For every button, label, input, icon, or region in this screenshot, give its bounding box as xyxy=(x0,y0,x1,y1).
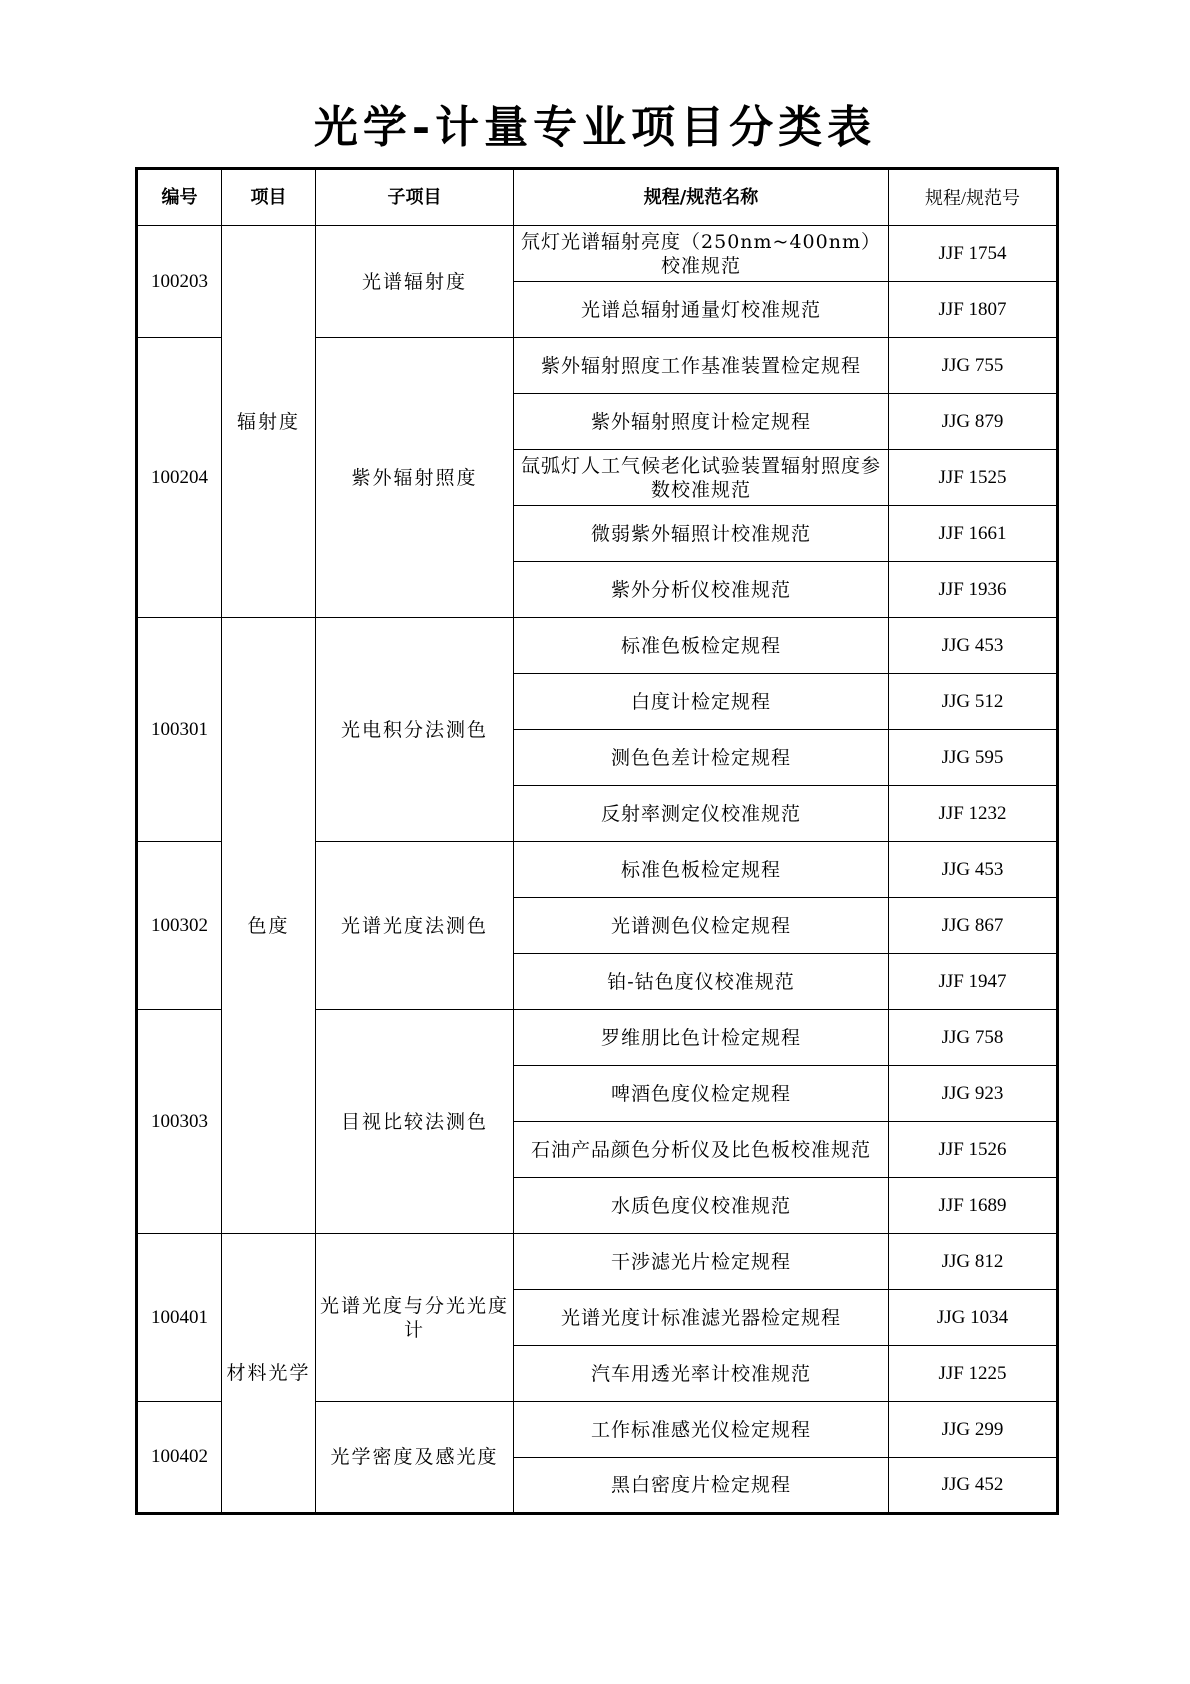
table-row xyxy=(137,618,1058,674)
header-row xyxy=(137,169,1058,226)
standard-number-cell: JJF 1525 xyxy=(889,450,1058,506)
standard-name-cell: 工作标准感光仪检定规程 xyxy=(514,1402,889,1458)
standard-name-cell: 罗维朋比色计检定规程 xyxy=(514,1010,889,1066)
standard-number-cell: JJG 879 xyxy=(889,394,1058,450)
standard-name-cell: 紫外分析仪校准规范 xyxy=(514,562,889,618)
standard-name-cell: 汽车用透光率计校准规范 xyxy=(514,1346,889,1402)
header-standard: 规程/规范号 xyxy=(889,169,1058,226)
standard-name-cell: 石油产品颜色分析仪及比色板校准规范 xyxy=(514,1122,889,1178)
item-cell: 辐射度 xyxy=(222,226,316,618)
subitem-cell: 目视比较法测色 xyxy=(316,1010,514,1234)
header-subitem: 子项目 xyxy=(316,169,514,226)
subitem-cell: 紫外辐射照度 xyxy=(316,338,514,618)
standard-name-cell: 光谱光度计标准滤光器检定规程 xyxy=(514,1290,889,1346)
table-body xyxy=(137,226,1058,1514)
standard-name-cell: 标准色板检定规程 xyxy=(514,618,889,674)
standard-number-cell: JJG 758 xyxy=(889,1010,1058,1066)
subitem-cell: 光学密度及感光度 xyxy=(316,1402,514,1514)
standard-name-cell: 黑白密度片检定规程 xyxy=(514,1458,889,1514)
subitem-cell: 光电积分法测色 xyxy=(316,618,514,842)
standard-number-cell: JJG 595 xyxy=(889,730,1058,786)
standard-number-cell: JJG 453 xyxy=(889,842,1058,898)
standard-number-cell: JJF 1807 xyxy=(889,282,1058,338)
standard-name-cell: 白度计检定规程 xyxy=(514,674,889,730)
standard-number-cell: JJF 1947 xyxy=(889,954,1058,1010)
code-cell: 100301 xyxy=(137,618,222,842)
standard-name-cell: 反射率测定仪校准规范 xyxy=(514,786,889,842)
subitem-cell: 光谱辐射度 xyxy=(316,226,514,338)
standard-number-cell: JJG 1034 xyxy=(889,1290,1058,1346)
standard-number-cell: JJG 812 xyxy=(889,1234,1058,1290)
code-cell: 100303 xyxy=(137,1010,222,1234)
standard-name-cell: 氙弧灯人工气候老化试验装置辐射照度参数校准规范 xyxy=(514,450,889,506)
item-cell: 色度 xyxy=(222,618,316,1234)
standard-number-cell: JJG 512 xyxy=(889,674,1058,730)
code-cell: 100401 xyxy=(137,1234,222,1402)
standard-name-cell: 光谱测色仪检定规程 xyxy=(514,898,889,954)
standard-number-cell: JJG 923 xyxy=(889,1066,1058,1122)
standard-name-cell: 测色色差计检定规程 xyxy=(514,730,889,786)
standard-number-cell: JJG 867 xyxy=(889,898,1058,954)
standard-number-cell: JJF 1936 xyxy=(889,562,1058,618)
subitem-cell: 光谱光度与分光光度计 xyxy=(316,1234,514,1402)
page-title: 光学-计量专业项目分类表 xyxy=(313,102,877,153)
standard-name-cell: 氘灯光谱辐射亮度（250nm~400nm）校准规范 xyxy=(514,226,889,282)
standard-number-cell: JJF 1225 xyxy=(889,1346,1058,1402)
code-cell: 100204 xyxy=(137,338,222,618)
header-code: 编号 xyxy=(137,169,222,226)
standard-name-cell: 铂-钴色度仪校准规范 xyxy=(514,954,889,1010)
standard-number-cell: JJF 1754 xyxy=(889,226,1058,282)
standard-number-cell: JJF 1689 xyxy=(889,1178,1058,1234)
table-row xyxy=(137,226,1058,282)
code-cell: 100203 xyxy=(137,226,222,338)
subitem-cell: 光谱光度法测色 xyxy=(316,842,514,1010)
standard-name-cell: 标准色板检定规程 xyxy=(514,842,889,898)
standard-name-cell: 微弱紫外辐照计校准规范 xyxy=(514,506,889,562)
standard-number-cell: JJG 755 xyxy=(889,338,1058,394)
table-row xyxy=(137,1234,1058,1290)
standard-name-cell: 紫外辐射照度工作基准装置检定规程 xyxy=(514,338,889,394)
item-cell: 材料光学 xyxy=(222,1234,316,1514)
standard-name-cell: 干涉滤光片检定规程 xyxy=(514,1234,889,1290)
code-cell: 100402 xyxy=(137,1402,222,1514)
classification-table xyxy=(135,167,1059,1515)
standard-name-cell: 水质色度仪校准规范 xyxy=(514,1178,889,1234)
header-name: 规程/规范名称 xyxy=(514,169,889,226)
code-cell: 100302 xyxy=(137,842,222,1010)
standard-number-cell: JJF 1661 xyxy=(889,506,1058,562)
standard-number-cell: JJF 1526 xyxy=(889,1122,1058,1178)
header-item: 项目 xyxy=(222,169,316,226)
standard-name-cell: 光谱总辐射通量灯校准规范 xyxy=(514,282,889,338)
standard-name-cell: 啤酒色度仪检定规程 xyxy=(514,1066,889,1122)
standard-number-cell: JJG 299 xyxy=(889,1402,1058,1458)
standard-name-cell: 紫外辐射照度计检定规程 xyxy=(514,394,889,450)
standard-number-cell: JJG 452 xyxy=(889,1458,1058,1514)
standard-number-cell: JJG 453 xyxy=(889,618,1058,674)
standard-number-cell: JJF 1232 xyxy=(889,786,1058,842)
